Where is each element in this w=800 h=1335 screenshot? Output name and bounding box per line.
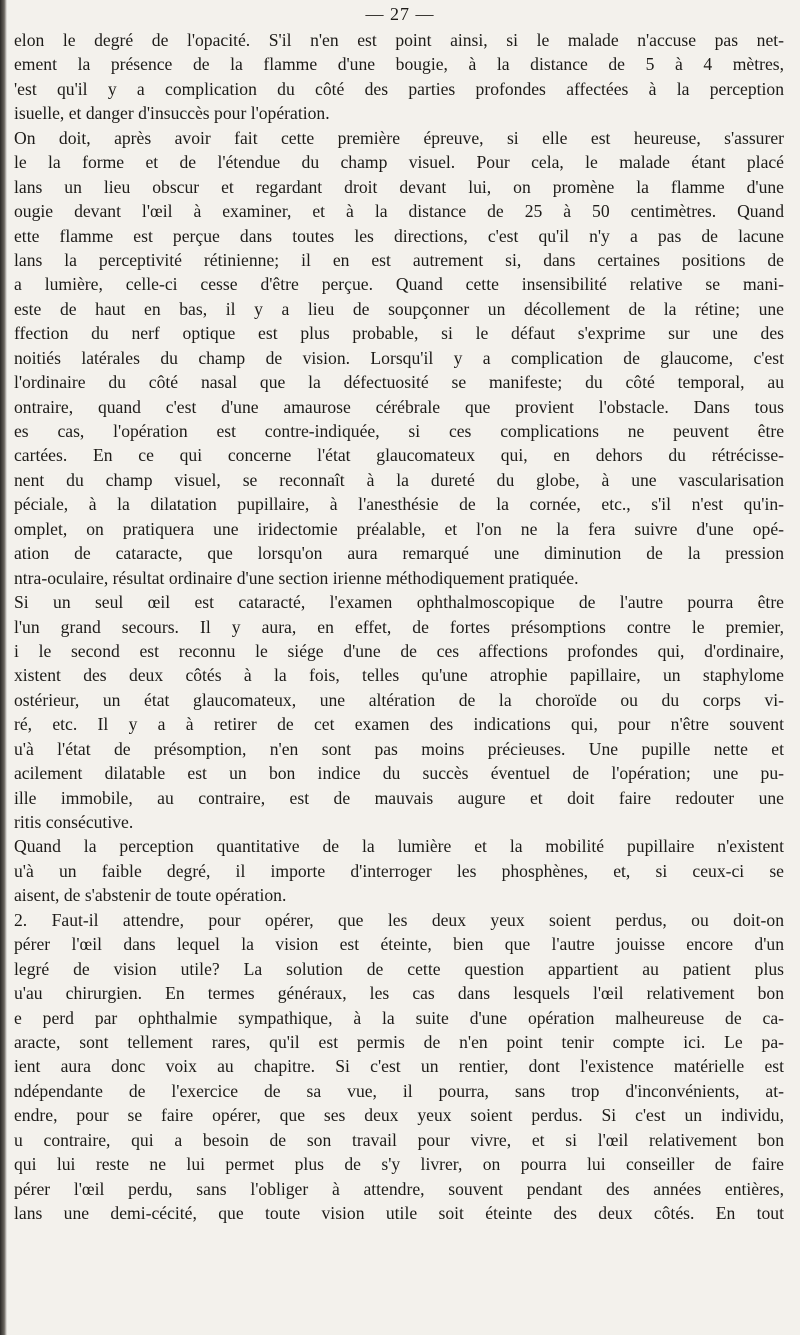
text-line: ette flamme est perçue dans toutes les directions, c'est qu'il n'y a pas de lacune	[14, 225, 784, 246]
text-line: noitiés latérales du champ de vision. Lorsqu'il y a complication de glaucome, c'est	[14, 347, 784, 368]
text-line: elon le degré de l'opacité. S'il n'en est point ainsi, si le malade n'accuse pas net-	[14, 30, 784, 50]
text-line: Quand la perception quantitative de la lumière et la mobilité pupillaire n'existent	[14, 836, 784, 857]
text-line: lans la perceptivité rétinienne; il en est autrement si, dans certaines positions de	[14, 249, 784, 270]
body-text	[14, 28, 784, 1225]
text-line: u'à un faible degré, il importe d'interroger les phosphènes, et, si ceux-ci se	[14, 860, 784, 881]
text-line: ougie devant l'œil à examiner, et à la distance de 25 à 50 centimètres. Quand	[14, 201, 784, 222]
text-line: ient aura donc voix au chapitre. Si c'est un rentier, dont l'existence matérielle est	[14, 1056, 784, 1077]
text-line: ritis consécutive.	[14, 812, 134, 832]
text-line: lans une demi-cécité, que toute vision utile soit éteinte des deux côtés. En tout	[14, 1203, 784, 1223]
text-line: i le second est reconnu le siége d'une de ces affections profondes qui, d'ordinaire,	[14, 640, 784, 661]
text-line: este de haut en bas, il y a lieu de soupçonner un décollement de la rétine; une	[14, 298, 784, 319]
text-line: xistent des deux côtés à la fois, telles qu'une atrophie papillaire, un staphylome	[14, 665, 784, 686]
text-line: péciale, à la dilatation pupillaire, à l'anesthésie de la cornée, etc., s'il n'est qu'in-	[14, 494, 784, 515]
text-line: ement la présence de la flamme d'une bougie, à la distance de 5 à 4 mètres,	[14, 54, 784, 75]
text-line: legré de vision utile? La solution de cette question appartient au patient plus	[14, 958, 784, 979]
text-line: l'ordinaire du côté nasal que la défectuosité se manifeste; du côté temporal, au	[14, 372, 784, 393]
text-line: endre, pour se faire opérer, que ses deux yeux soient perdus. Si c'est un individu,	[14, 1105, 784, 1126]
text-line: On doit, après avoir fait cette première épreuve, si elle est heureuse, s'assurer	[14, 127, 784, 148]
text-line: u'au chirurgien. En termes généraux, les cas dans lesquels l'œil relativement bon	[14, 983, 784, 1004]
text-line: Si un seul œil est cataracté, l'examen ophthalmoscopique de l'autre pourra être	[14, 592, 784, 613]
text-line: pérer l'œil perdu, sans l'obliger à attendre, souvent pendant des années entières,	[14, 1178, 784, 1199]
text-line: ation de cataracte, que lorsqu'on aura remarqué une diminution de la pression	[14, 543, 784, 564]
text-line: isuelle, et danger d'insuccès pour l'opération.	[14, 103, 330, 124]
text-line: aisent, de s'abstenir de toute opération.	[14, 885, 287, 906]
text-line: qui lui reste ne lui permet plus de s'y livrer, on pourra lui conseiller de faire	[14, 1154, 784, 1175]
text-line: acilement dilatable est un bon indice du succès éventuel de l'opération; une pu-	[14, 763, 784, 784]
text-line: cartées. En ce qui concerne l'état glaucomateux qui, en dehors du rétrécisse-	[14, 445, 784, 466]
text-line: pérer l'œil dans lequel la vision est éteinte, bien que l'autre jouisse encore d'un	[14, 934, 784, 955]
book-gutter-shadow	[0, 0, 7, 1335]
text-line: l'un grand secours. Il y aura, en effet, de fortes présomptions contre le premier,	[14, 616, 784, 637]
text-line: e perd par ophthalmie sympathique, à la suite d'une opération malheureuse de ca-	[14, 1007, 784, 1028]
text-line: aracte, sont tellement rares, qu'il est permis de n'en point tenir compte ici. Le pa-	[14, 1031, 784, 1052]
text-line: omplet, on pratiquera une iridectomie préalable, et l'on ne la fera suivre d'une opé-	[14, 518, 784, 539]
text-line: u contraire, qui a besoin de son travail pour vivre, et si l'œil relativement bon	[14, 1129, 784, 1150]
text-line: ostérieur, un état glaucomateux, une altération de la choroïde ou du corps vi-	[14, 689, 784, 710]
text-line: ndépendante de l'exercice de sa vue, il pourra, sans trop d'inconvénients, at-	[14, 1080, 784, 1101]
text-line: ontraire, quand c'est d'une amaurose cérébrale que provient l'obstacle. Dans tous	[14, 396, 784, 417]
page-number: — 27 —	[365, 4, 435, 24]
text-line: 'est qu'il y a complication du côté des parties profondes affectées à la perception	[14, 78, 784, 99]
text-line: ré, etc. Il y a à retirer de cet examen des indications qui, pour n'être souvent	[14, 714, 784, 735]
text-line: u'à l'état de présomption, n'en sont pas moins précieuses. Une pupille nette et	[14, 738, 784, 759]
text-line: le la forme et de l'étendue du champ visuel. Pour cela, le malade étant placé	[14, 152, 784, 173]
text-line: ille immobile, au contraire, est de mauvais augure et doit faire redouter une	[14, 787, 784, 808]
text-line: lans un lieu obscur et regardant droit devant lui, on promène la flamme d'une	[14, 176, 784, 197]
text-line: ntra-oculaire, résultat ordinaire d'une section irienne méthodiquement pratiquée.	[14, 567, 579, 588]
text-line: ffection du nerf optique est plus probable, si le défaut s'exprime sur une des	[14, 323, 784, 344]
text-line: nent du champ visuel, se reconnaît à la dureté du globe, à une vascularisation	[14, 469, 784, 490]
text-line: 2. Faut-il attendre, pour opérer, que les deux yeux soient perdus, ou doit-on	[14, 909, 784, 930]
text-line: a lumière, celle-ci cesse d'être perçue. Quand cette insensibilité relative se mani-	[14, 274, 784, 295]
text-line: es cas, l'opération est contre-indiquée, si ces complications ne peuvent être	[14, 421, 784, 441]
